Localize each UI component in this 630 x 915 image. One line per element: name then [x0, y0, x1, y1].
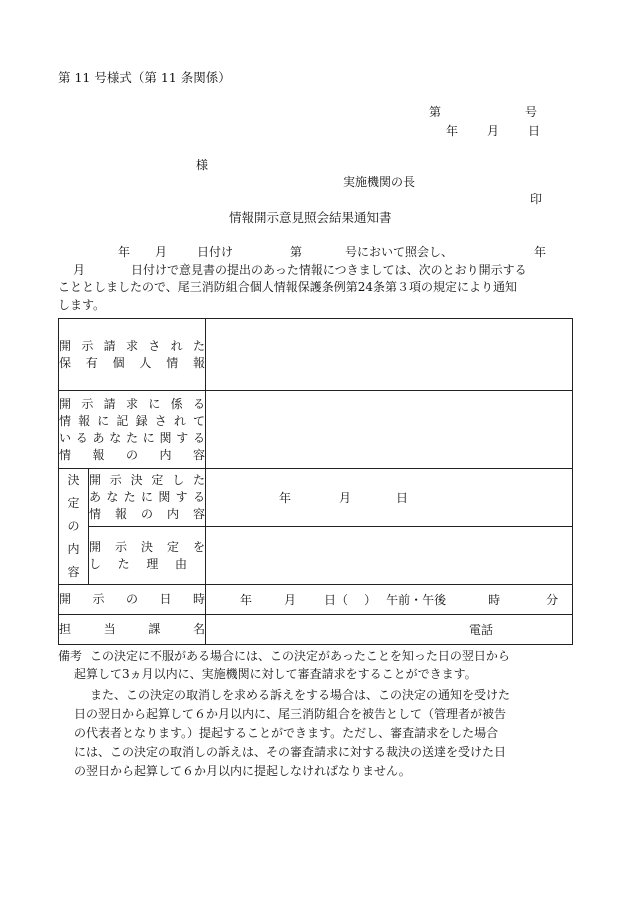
disclosure-datetime-cell[interactable]: [206, 585, 573, 615]
label-recorded-info: 開 示 請 求 に 係 る 情 報 に 記 録 さ れ て い る あ な た に 関 す る 情 報 の 内 容: [59, 391, 206, 469]
decision-reason-cell[interactable]: [206, 527, 573, 585]
row-disclosure-datetime: [59, 585, 573, 615]
phone-label: 電話: [469, 623, 494, 637]
label-disclosure-datetime: 開 示 の 日 時: [59, 585, 206, 615]
addressee-suffix: 様: [196, 158, 209, 172]
label-requested-info-line2: 保 有 個 人 情 報: [59, 355, 205, 370]
intro-year: 年: [118, 245, 131, 259]
disclosure-paren-close: ）: [364, 593, 377, 607]
label-decided-info: 開 示 決 定 し た あ な た に 関 す る 情 報 の 内 容: [89, 469, 206, 527]
date-year-label: 年: [446, 124, 459, 138]
disclosure-month: 月: [284, 593, 297, 607]
intro-date-suffix: 日付け: [197, 245, 234, 259]
recorded-info-cell[interactable]: [206, 391, 573, 469]
document-title: 情報開示意見照会結果通知書: [229, 210, 392, 225]
label-requested-info: [59, 319, 206, 391]
seal-mark: 印: [530, 192, 543, 206]
notes-line-7: の翌日から起算して６か月以内に提起しなければなりません。: [74, 764, 411, 778]
sender-title: 実施機関の長: [343, 175, 416, 189]
row-requested-info: [59, 319, 573, 391]
document-number-prefix: 第: [429, 105, 442, 119]
disclosure-day: 日（: [324, 593, 349, 607]
notes-line-2: 起算して3ヵ月以内に、実施機関に対して審査請求をすることができます。: [74, 667, 477, 681]
disclosure-minute: 分: [546, 593, 559, 607]
label-department: 担 当 課 名: [59, 615, 206, 645]
decided-year: 年: [279, 491, 292, 505]
row-department: [59, 615, 573, 645]
notes-heading: 備考: [58, 649, 83, 663]
result-table: [58, 318, 573, 645]
department-cell[interactable]: [206, 615, 573, 645]
disclosure-ampm: 午前・午後: [386, 593, 447, 607]
notes-line-6: には、この決定の取消しの訴えは、その審査請求に対する裁決の送達を受けた日: [74, 745, 507, 759]
disclosure-hour: 時: [488, 593, 501, 607]
notes-line-5: の代表者となります。）提起することができます。ただし、審査請求をした場合: [74, 726, 499, 740]
label-requested-info-line1: 開 示 請 求 さ れ た: [59, 338, 205, 353]
document-number-suffix: 号: [525, 105, 538, 119]
intro-line-4: します。: [58, 298, 106, 312]
disclosure-year: 年: [240, 593, 253, 607]
notes-line-3: また、この決定の取消しを求める訴えをする場合は、この決定の通知を受けた: [90, 688, 511, 702]
decided-month: 月: [339, 491, 352, 505]
intro-year-2: 年: [534, 245, 547, 259]
intro-dai: 第: [290, 245, 303, 259]
form-number: 第 11 号様式（第 11 条関係）: [58, 70, 231, 85]
intro-month-2: 月: [73, 263, 86, 277]
requested-info-cell[interactable]: [206, 319, 573, 391]
intro-month: 月: [155, 245, 168, 259]
date-month-label: 月: [487, 124, 500, 138]
notes-line-4: 日の翌日から起算して６か月以内に、尾三消防組合を被告として（管理者が被告: [74, 707, 507, 721]
decided-info-cell[interactable]: [206, 469, 573, 527]
date-day-label: 日: [528, 124, 541, 138]
label-decision-vertical: 決 定 の 内 容: [59, 469, 89, 585]
label-decision-reason: 開 示 決 定 を し た 理 由: [89, 527, 206, 585]
intro-inquiry-text: 号において照会し、: [345, 245, 454, 259]
row-decision-reason: [59, 527, 573, 585]
notes-line-1: この決定に不服がある場合には、この決定があったことを知った日の翌日から: [90, 649, 510, 663]
decided-day: 日: [396, 491, 409, 505]
row-decision-info: [59, 469, 573, 527]
row-recorded-info: [59, 391, 573, 469]
intro-line-2: 日付けで意見書の提出のあった情報につきましては、次のとおり開示する: [131, 263, 527, 277]
intro-line-3: こととしましたので、尾三消防組合個人情報保護条例第24条第３項の規定により通知: [58, 280, 518, 294]
